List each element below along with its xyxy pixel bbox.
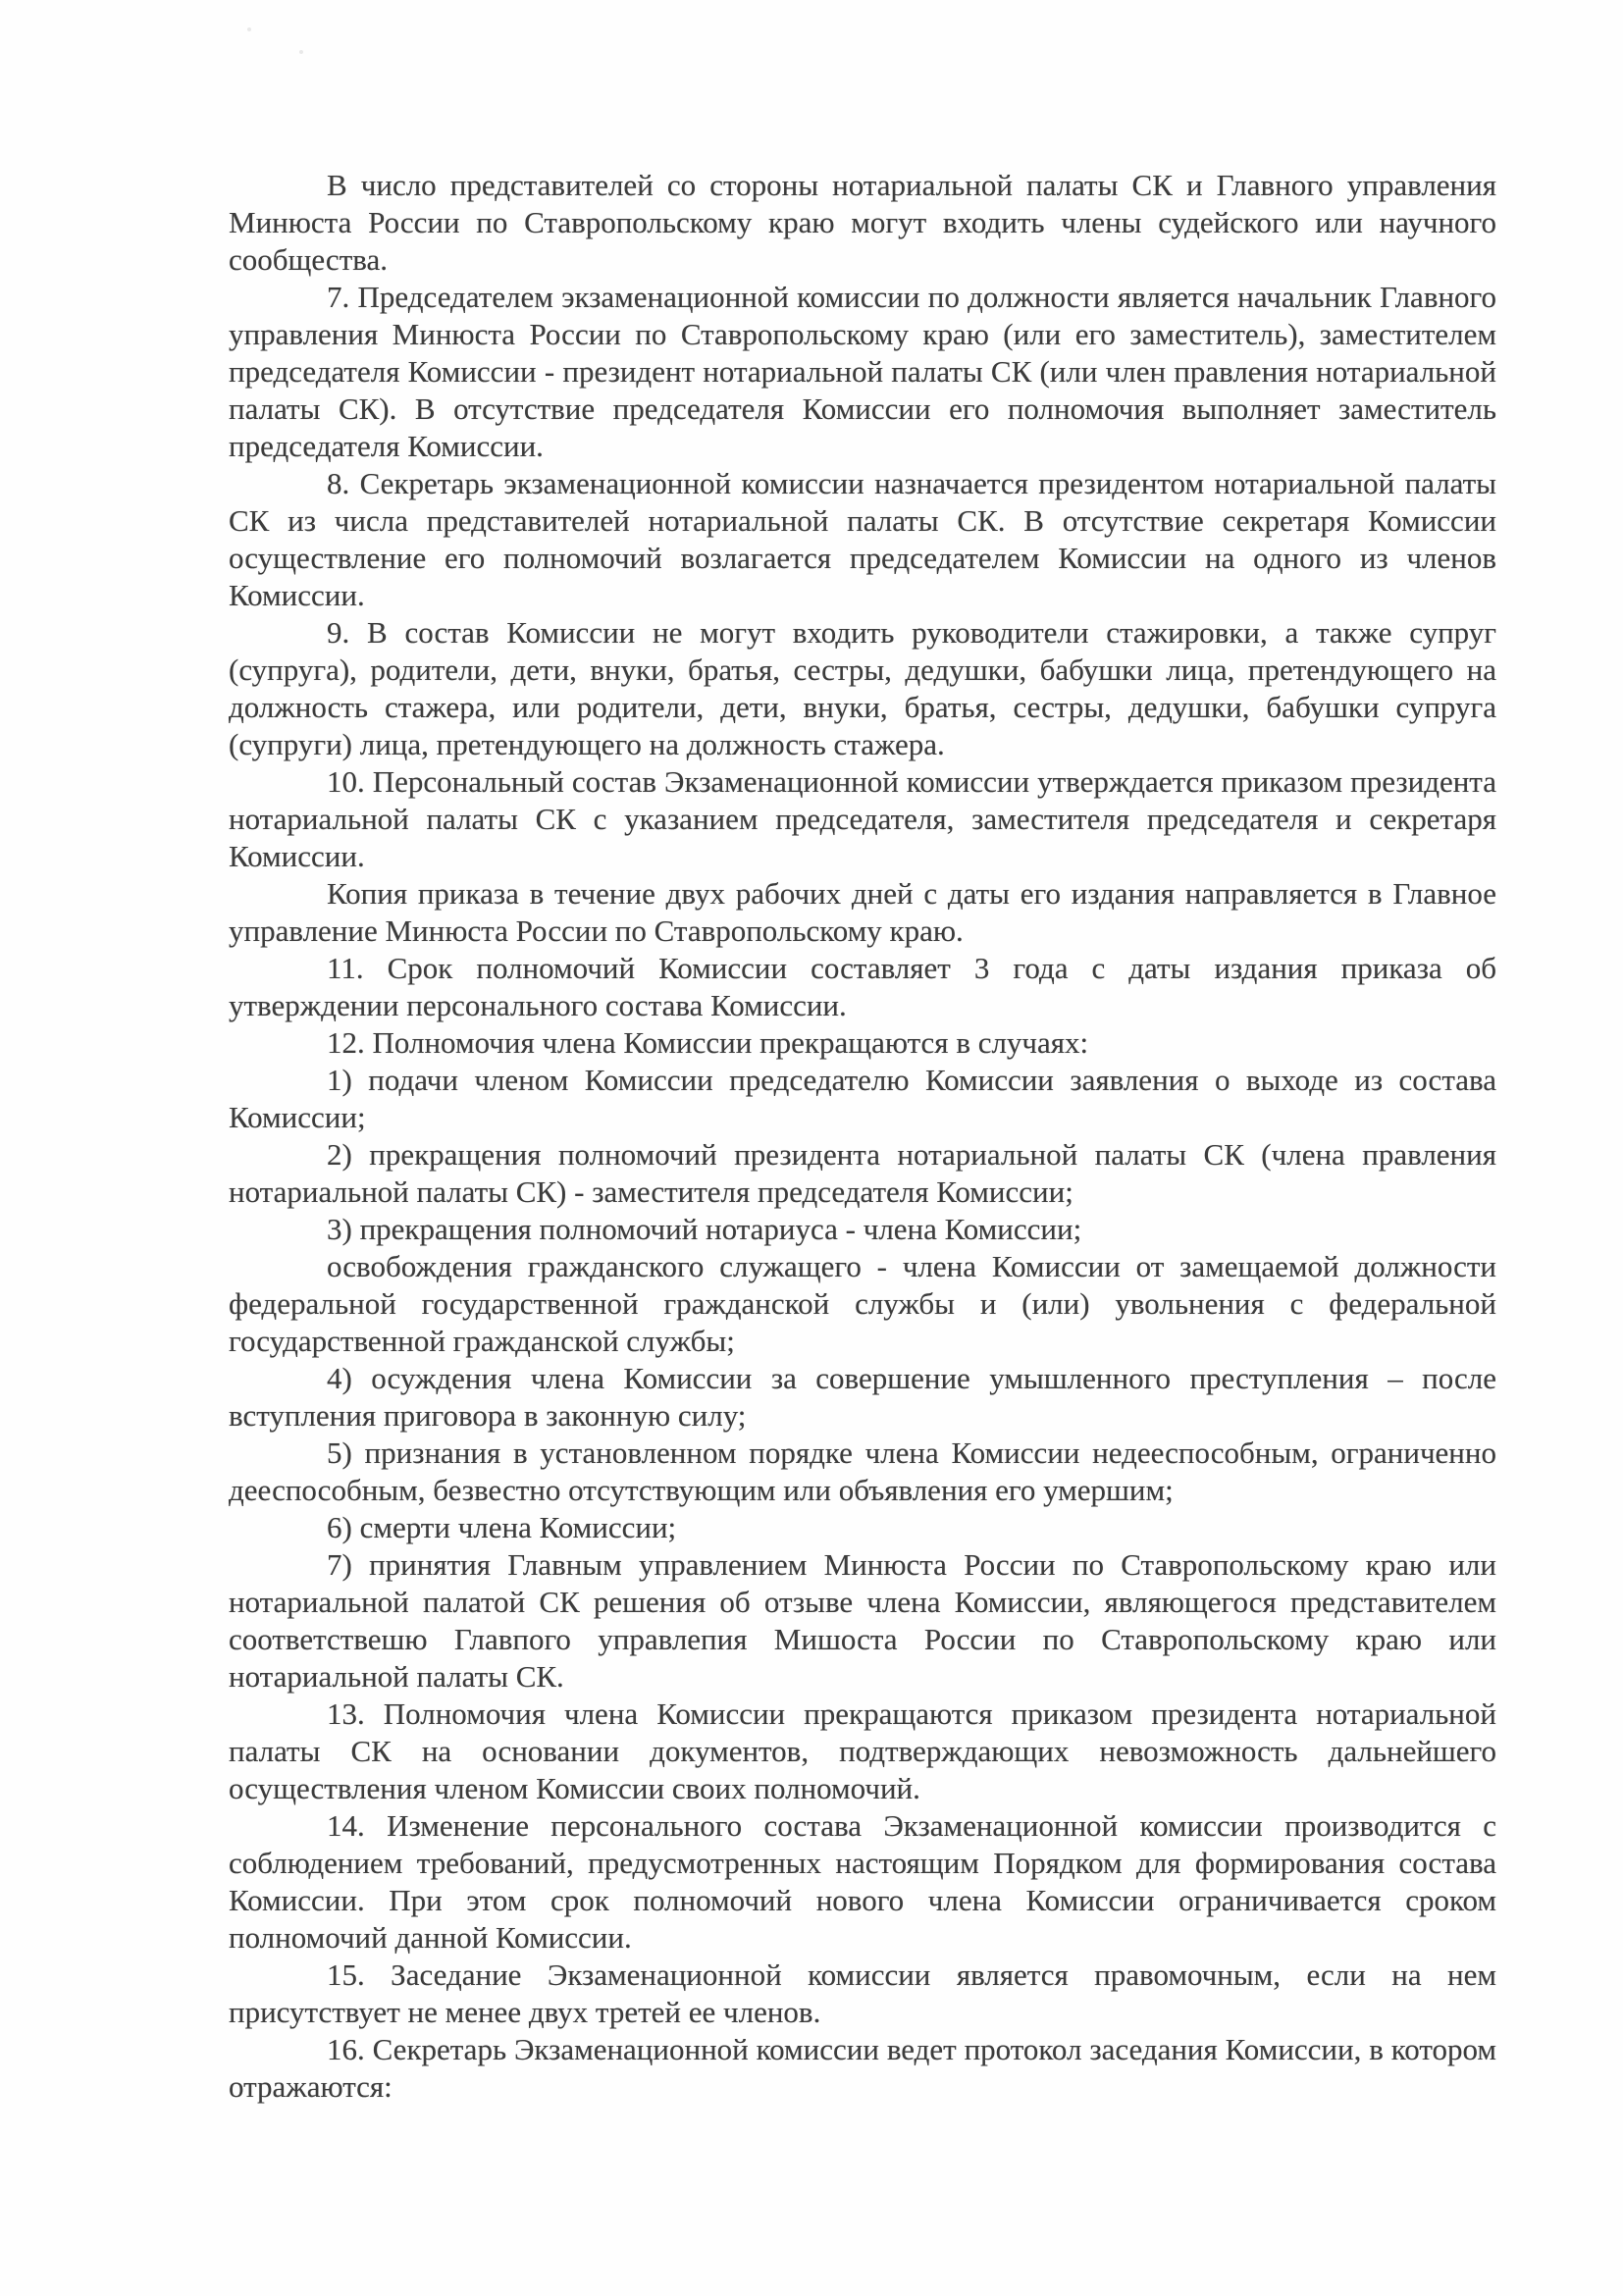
paragraph-12-clause-4: 4) осуждения члена Комиссии за совершение умышленного преступления – после вступления приговора в законную силу; — [229, 1361, 1496, 1433]
paragraph-7: 7. Председателем экзаменационной комиссии по должности является начальник Главного управления Минюста России по Ставропольскому краю (или его заместитель), заместителем председателя Комиссии - президент нотариальной палаты СК (или член правления нотариальной палаты СК). В отсутствие председателя Комиссии его полномочия выполняет заместитель председателя Комиссии. — [229, 280, 1496, 463]
paragraph-13: 13. Полномочия члена Комиссии прекращаются приказом президента нотариальной палаты СК на основании документов, подтверждающих невозможность дальнейшего осуществления членом Комиссии своих полномочий. — [229, 1696, 1496, 1805]
paragraph-8: 8. Секретарь экзаменационной комиссии назначается президентом нотариальной палаты СК из числа представителей нотариальной палаты СК. В отсутствие секретаря Комиссии осуществление его полномочий возлагается председателем Комиссии на одного из членов Комиссии. — [229, 466, 1496, 612]
document-body — [229, 167, 1496, 2106]
paragraph-14: 14. Изменение персонального состава Экзаменационной комиссии производится с соблюдением требований, предусмотренных настоящим Порядком для формирования состава Комиссии. При этом срок полномочий нового члена Комиссии ограничивается сроком полномочий данной Комиссии. — [229, 1808, 1496, 1955]
paragraph-9: 9. В состав Комиссии не могут входить руководители стажировки, а также супруг (супруга), родители, дети, внуки, братья, сестры, дедушки, бабушки лица, претендующего на должность стажера, или родители, дети, внуки, братья, сестры, дедушки, бабушки супруга (супруги) лица, претендующего на должность стажера. — [229, 615, 1496, 761]
paragraph-11: 11. Срок полномочий Комиссии составляет 3 года с даты издания приказа об утверждении персонального состава Комиссии. — [229, 951, 1496, 1022]
paragraph-12-clause-2: 2) прекращения полномочий президента нотариальной палаты СК (члена правления нотариальной палаты СК) - заместителя председателя Комиссии; — [229, 1137, 1496, 1209]
paragraph-12: 12. Полномочия члена Комиссии прекращаются в случаях: — [327, 1025, 1089, 1060]
paragraph-intro-continuation: В число представителей со стороны нотариальной палаты СК и Главного управления Минюста России по Ставропольскому краю могут входить члены судейского или научного сообщества. — [229, 168, 1496, 277]
scan-speck — [247, 27, 251, 31]
paragraph-10: 10. Персональный состав Экзаменационной комиссии утверждается приказом президента нотариальной палаты СК с указанием председателя, заместителя председателя и секретаря Комиссии. — [229, 764, 1496, 873]
paragraph-16: 16. Секретарь Экзаменационной комиссии ведет протокол заседания Комиссии, в котором отражаются: — [229, 2032, 1496, 2104]
paragraph-12-clause-release: освобождения гражданского служащего - члена Комиссии от замещаемой должности федеральной государственной гражданской службы и (или) увольнения с федеральной государственной гражданской службы; — [229, 1249, 1496, 1358]
paragraph-12-clause-3: 3) прекращения полномочий нотариуса - члена Комиссии; — [327, 1212, 1082, 1246]
paragraph-12-clause-1: 1) подачи членом Комиссии председателю Комиссии заявления о выходе из состава Комиссии; — [229, 1063, 1496, 1134]
paragraph-10-copy-note: Копия приказа в течение двух рабочих дней с даты его издания направляется в Главное управление Минюста России по Ставропольскому краю. — [229, 876, 1496, 948]
paragraph-12-clause-7: 7) принятия Главным управлением Минюста России по Ставропольскому краю или нотариальной палатой СК решения об отзыве члена Комиссии, являющегося представителем соответствешю Главпого управлепия Мишоста России по Ставропольскому краю или нотариальной палаты СК. — [229, 1547, 1496, 1694]
paragraph-12-clause-6: 6) смерти члена Комиссии; — [327, 1510, 677, 1544]
scan-speck — [299, 50, 303, 54]
paragraph-15: 15. Заседание Экзаменационной комиссии является правомочным, если на нем присутствует не менее двух третей ее членов. — [229, 1957, 1496, 2029]
paragraph-12-clause-5: 5) признания в установленном порядке члена Комиссии недееспособным, ограниченно дееспособным, безвестно отсутствующим или объявления его умершим; — [229, 1435, 1496, 1507]
